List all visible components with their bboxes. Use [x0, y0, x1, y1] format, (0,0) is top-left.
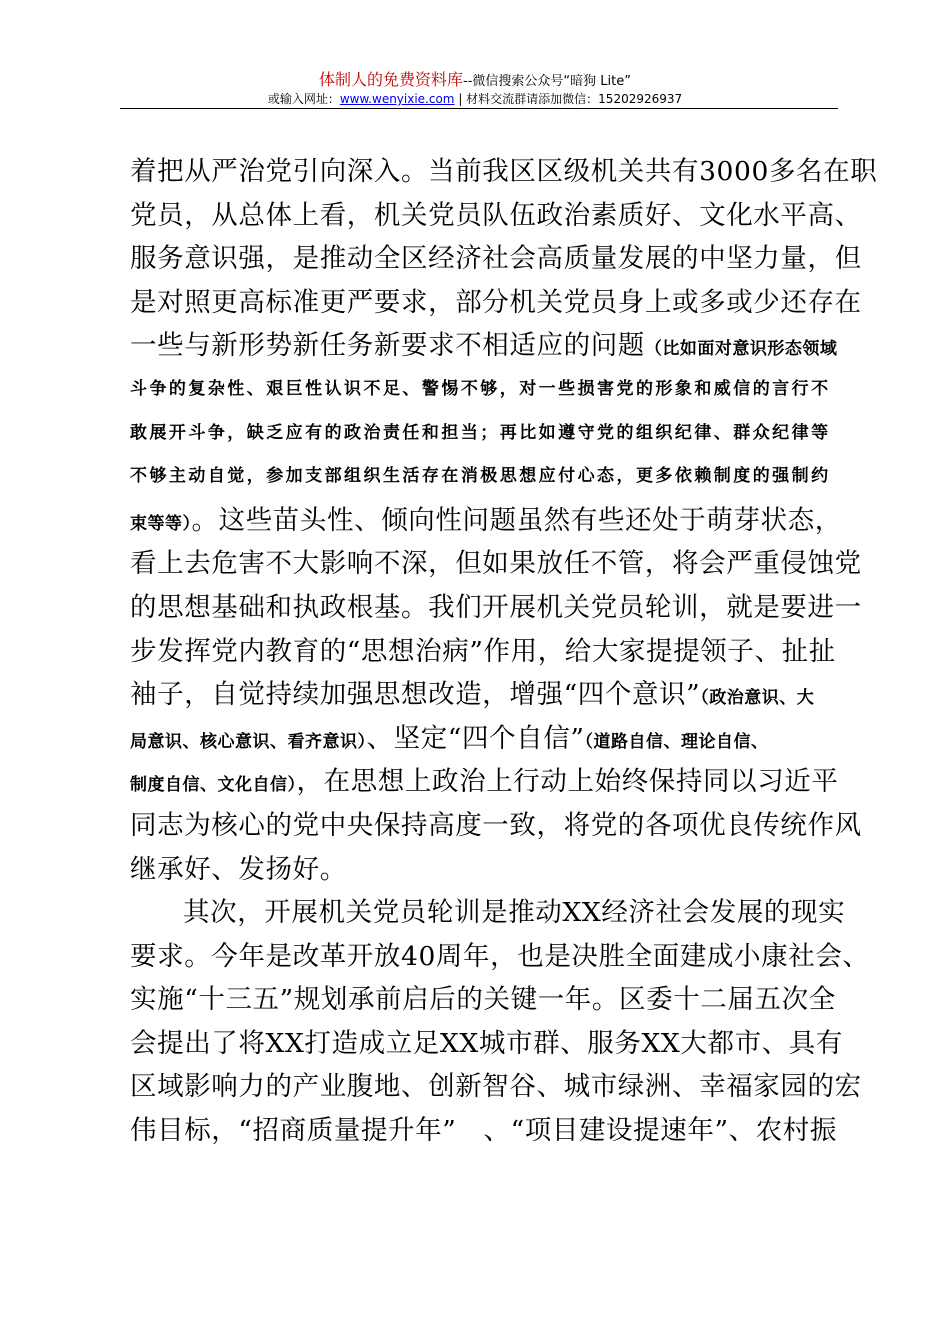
header-title-line — [0, 70, 950, 92]
text-line: 要求。今年是改革开放40周年，也是决胜全面建成小康社会、 — [130, 940, 870, 972]
bold-note: （比如面对意识形态领域 — [644, 339, 838, 360]
text-span: 、坚定“四个自信” — [366, 722, 585, 754]
header-tagline: --微信搜索公众号“暗狗 Lite” — [463, 74, 631, 89]
bold-note: （政治意识、大 — [700, 688, 815, 709]
text-span: 一些与新形势新任务新要求不相适应的问题 — [130, 330, 645, 362]
text-span: ，在思想上政治上行动上始终保持同以习近平 — [296, 766, 839, 798]
text-line — [130, 324, 838, 368]
text-line: 的思想基础和执政根基。我们开展机关党员轮训，就是要进一 — [130, 591, 862, 623]
paragraph-start-line: 其次，开展机关党员轮训是推动XX经济社会发展的现实 — [183, 897, 846, 929]
bold-note: 局意识、核心意识、看齐意识） — [130, 731, 367, 752]
header-contact-line — [0, 90, 950, 108]
text-line: 会提出了将XX打造成立足XX城市群、服务XX大都市、具有 — [130, 1027, 843, 1059]
text-line — [130, 499, 842, 543]
bold-note-line: 斗争的复杂性、艰巨性认识不足、警惕不够，对一些损害党的形象和威信的言行不 — [130, 378, 830, 399]
text-line: 同志为核心的党中央保持高度一致，将党的各项优良传统作风 — [130, 809, 862, 841]
header-divider — [120, 108, 838, 109]
text-line: 伟目标，“招商质量提升年” 、“项目建设提速年”、农村振 — [130, 1115, 837, 1147]
text-span: 袖子，自觉持续加强思想改造，增强“四个意识” — [130, 679, 701, 711]
text-line: 着把从严治党引向深入。当前我区区级机关共有3000多名在职 — [130, 156, 878, 187]
text-line: 看上去危害不大影响不深，但如果放任不管，将会严重侵蚀党 — [130, 548, 862, 580]
text-line: 党员，从总体上看，机关党员队伍政治素质好、文化水平高、 — [130, 199, 862, 231]
bold-note-line: 敢展开斗争，缺乏应有的政治责任和担当；再比如遵守党的组织纪律、群众纪律等 — [130, 422, 830, 443]
text-line — [130, 760, 839, 804]
text-line: 是对照更高标准更严要求，部分机关党员身上或多或少还存在 — [130, 286, 862, 318]
text-span: 。这些苗头性、倾向性问题虽然有些还处于萌芽状态， — [191, 504, 842, 536]
header-contact-suffix: | 材料交流群请添加微信：15202926937 — [454, 92, 683, 106]
text-line: 继承好、发扬好。 — [130, 853, 347, 885]
header-brand: 体制人的免费资料库 — [319, 70, 464, 89]
text-line: 区域影响力的产业腹地、创新智谷、城市绿洲、幸福家园的宏 — [130, 1071, 862, 1103]
header-url-prefix: 或输入网址： — [267, 92, 340, 106]
page-header — [0, 0, 950, 112]
bold-note: 束等等） — [130, 513, 192, 534]
bold-note: 制度自信、文化自信） — [130, 775, 297, 796]
text-line: 步发挥党内教育的“思想治病”作用，给大家提提领子、扯扯 — [130, 635, 836, 667]
bold-note: （道路自信、理论自信、 — [584, 731, 769, 752]
text-line: 服务意识强，是推动全区经济社会高质量发展的中坚力量，但 — [130, 243, 862, 275]
text-line: 实施“十三五”规划承前启后的关键一年。区委十二届五次全 — [130, 984, 836, 1016]
bold-note-line: 不够主动自觉，参加支部组织生活存在消极思想应付心态，更多依赖制度的强制约 — [130, 466, 830, 487]
text-line — [130, 717, 830, 761]
header-url-link[interactable]: www.wenyixie.com — [339, 92, 455, 106]
text-line — [130, 673, 830, 717]
document-body — [130, 150, 878, 1153]
